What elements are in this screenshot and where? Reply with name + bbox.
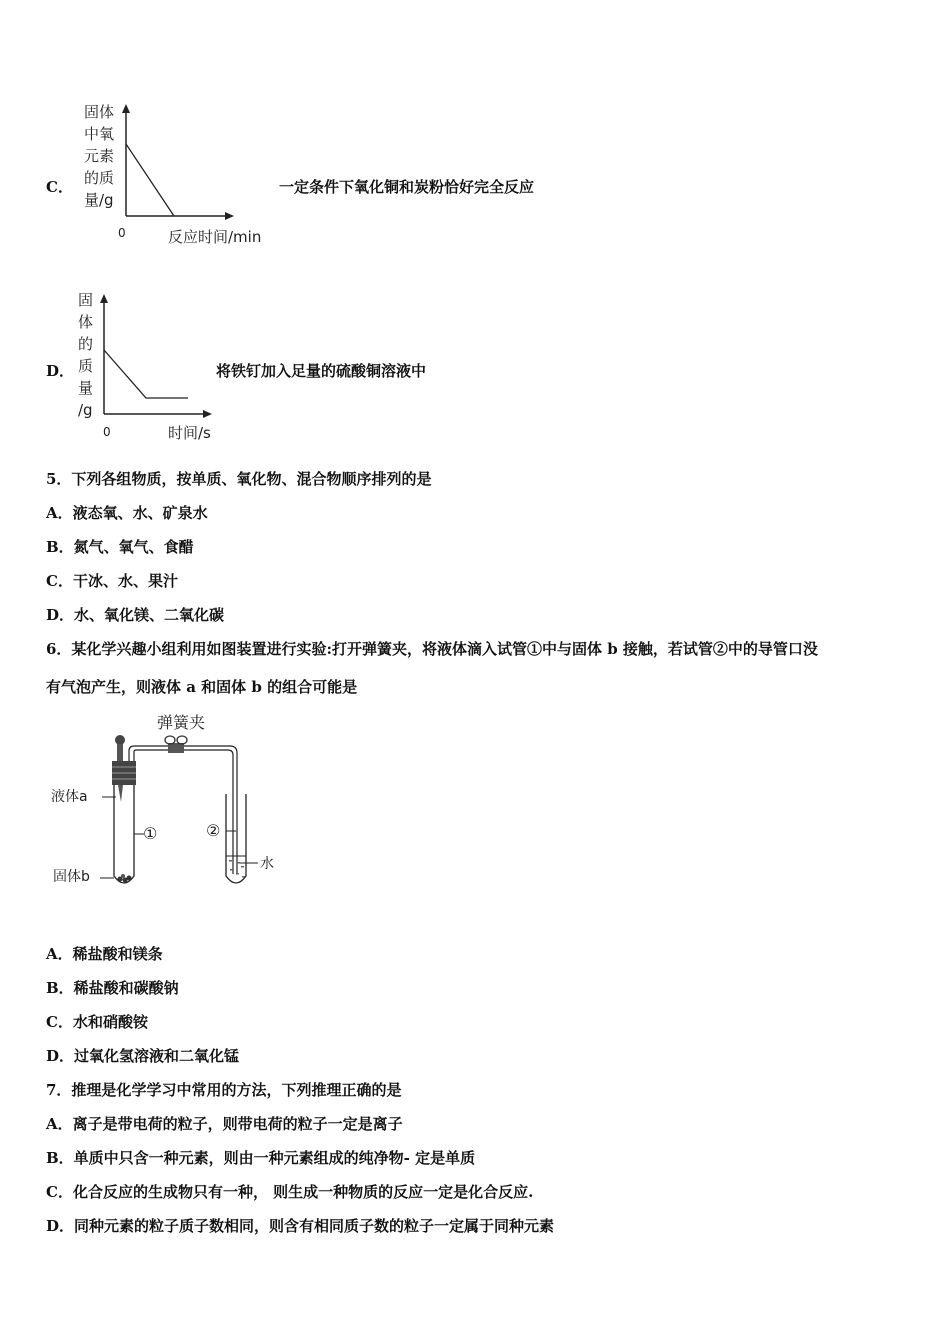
graph-d-ylabel-2: 体: [78, 313, 94, 331]
graph-d-origin: 0: [103, 425, 111, 439]
test-tube-1: [114, 785, 134, 883]
option-c-letter: C．: [46, 178, 73, 196]
graph-d-xlabel: 时间/s: [168, 424, 211, 442]
graph-c-xlabel: 反应时间/min: [168, 228, 262, 246]
q5-option-b: B．氮气、氧气、食醋: [46, 538, 194, 556]
q7-option-a: A．离子是带电荷的粒子，则带电荷的粒子一定是离子: [46, 1115, 403, 1133]
graph-c-curve: [126, 144, 174, 216]
option-d-letter: D．: [46, 362, 75, 380]
option-c-description: 一定条件下氧化铜和炭粉恰好完全反应: [279, 178, 535, 196]
label-liquid-a: 液体a: [51, 789, 88, 805]
q7-option-b: B．单质中只含一种元素，则由一种元素组成的纯净物- 定是单质: [46, 1149, 476, 1167]
graph-c-ylabel-2: 中氧: [84, 125, 115, 143]
graph-c-ylabel-3: 元素: [84, 147, 115, 165]
graph-d-ylabel-5: 量: [78, 379, 94, 397]
graph-d-y-arrow: [100, 294, 108, 303]
q7-option-c: C．化合反应的生成物只有一种， 则生成一种物质的反应一定是化合反应.: [46, 1183, 534, 1201]
q5-option-d: D．水、氧化镁、二氧化碳: [46, 606, 225, 624]
q6-stem-line2: 有气泡产生，则液体 a 和固体 b 的组合可能是: [46, 678, 358, 696]
dropper-neck: [117, 744, 123, 762]
delivery-tube-inner: [134, 750, 233, 874]
label-tube-1: ①: [143, 824, 158, 843]
graph-d-ylabel-3: 的: [78, 335, 94, 353]
q6-option-b: B．稀盐酸和碳酸钠: [46, 979, 179, 997]
graph-d-x-arrow: [203, 410, 212, 418]
graph-c-axes: [110, 100, 240, 225]
label-tube-2: ②: [206, 821, 221, 840]
graph-c-y-arrow: [122, 104, 130, 113]
graph-c-ylabel-1: 固体: [84, 103, 115, 121]
q6-option-c: C．水和硝酸铵: [46, 1013, 148, 1031]
q5-option-c: C．干冰、水、果汁: [46, 572, 178, 590]
graph-d-axes: [94, 290, 224, 422]
option-d-description: 将铁钉加入足量的硫酸铜溶液中: [216, 362, 427, 380]
q6-stem-line1: 6．某化学兴趣小组利用如图装置进行实验:打开弹簧夹，将液体滴入试管①中与固体 b 接触，若试管②中的导管口没: [46, 640, 818, 658]
q7-stem: 7．推理是化学学习中常用的方法，下列推理正确的是: [46, 1081, 402, 1099]
q7-option-d: D．同种元素的粒子质子数相同，则含有相同质子数的粒子一定属于同种元素: [46, 1217, 555, 1235]
graph-c-x-arrow: [225, 212, 234, 220]
q5-option-a: A．液态氧、水、矿泉水: [46, 504, 208, 522]
graph-c-origin: 0: [118, 226, 126, 240]
test-tube-2: [226, 794, 246, 883]
graph-d-ylabel-6: /g: [78, 401, 93, 419]
graph-c-ylabel-5: 量/g: [84, 191, 114, 209]
label-water: 水: [260, 856, 274, 872]
label-spring-clip: 弹簧夹: [157, 713, 206, 732]
dropper-tip: [118, 785, 123, 802]
q6-option-a: A．稀盐酸和镁条: [46, 945, 163, 963]
graph-d-ylabel-4: 质: [78, 357, 94, 375]
label-solid-b: 固体b: [53, 869, 90, 885]
graph-c-ylabel-4: 的质: [84, 169, 115, 187]
graph-d-curve: [104, 350, 188, 398]
graph-d-ylabel-1: 固: [78, 291, 94, 309]
dropper-bulb: [115, 735, 125, 745]
q6-option-d: D．过氧化氢溶液和二氧化锰: [46, 1047, 240, 1065]
q5-stem: 5．下列各组物质，按单质、氧化物、混合物顺序排列的是: [46, 470, 432, 488]
delivery-tube-outer: [129, 746, 237, 874]
